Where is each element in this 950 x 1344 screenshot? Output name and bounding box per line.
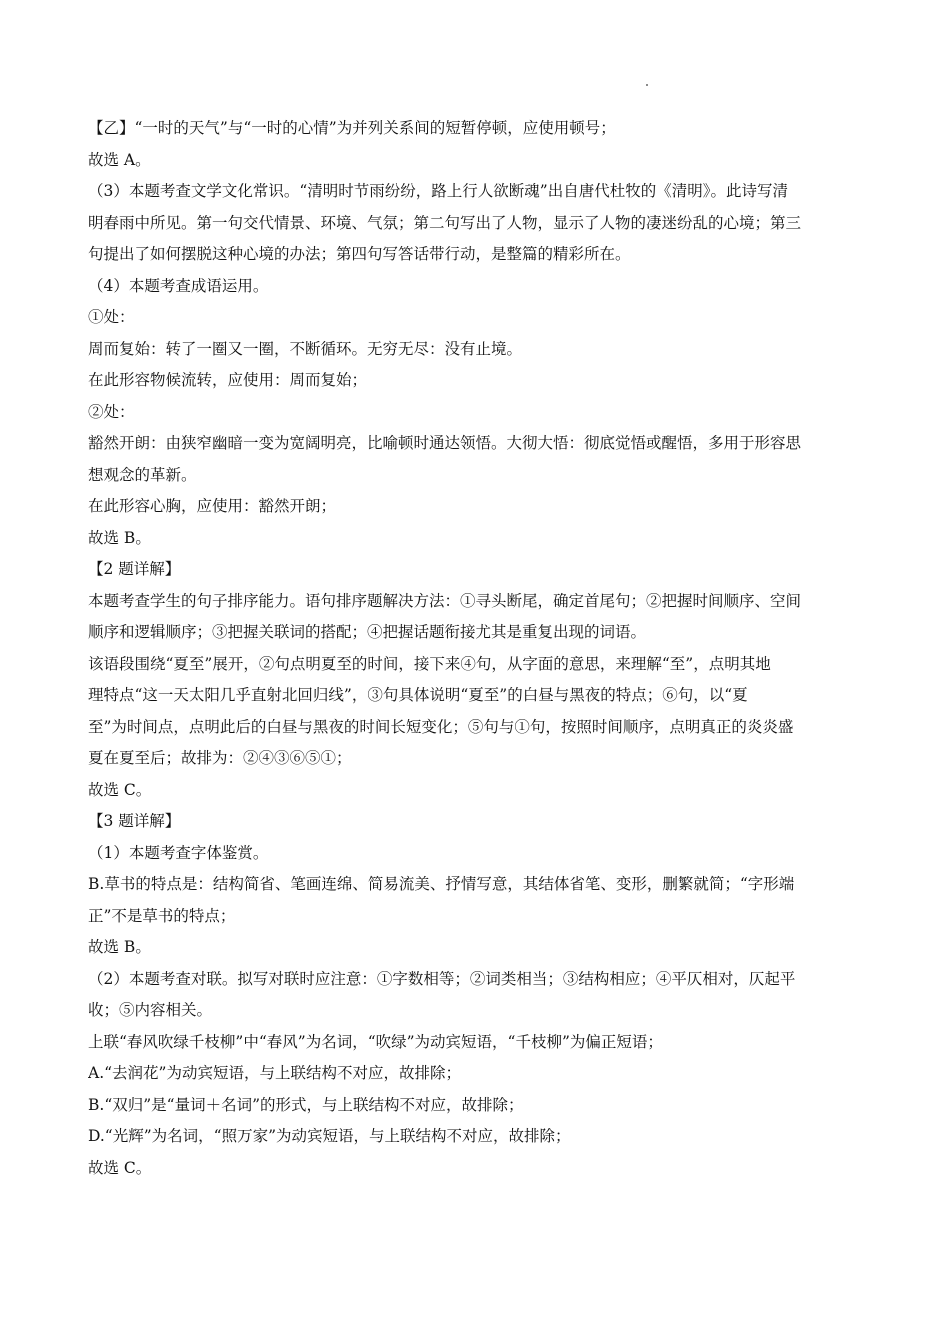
text-line: 故选 C。 (88, 780, 152, 799)
text-line: ①处： (88, 308, 135, 326)
text-line: 想观念的革新。 (88, 465, 197, 484)
text-line: 夏在夏至后；故排为：②④③⑥⑤①； (88, 749, 352, 767)
text-line: B.“双归”是“量词＋名词”的形式，与上联结构不对应，故排除； (88, 1095, 524, 1114)
text-line: 周而复始：转了一圈又一圈，不断循环。无穷无尽：没有止境。 (88, 339, 523, 358)
text-line: （1）本题考查字体鉴赏。 (88, 843, 269, 862)
text-line: 故选 B。 (88, 938, 151, 956)
text-line: 本题考查学生的句子排序能力。语句排序题解决方法：①寻头断尾，确定首尾句；②把握时间顺序、空间 (88, 591, 802, 610)
text-line: B.草书的特点是：结构简省、笔画连绵、简易流美、抒情写意，其结体省笔、变形，删繁就简；“字形端 (88, 875, 795, 893)
text-line: 理特点“这一天太阳几乎直射北回归线”，③句具体说明“夏至”的白昼与黑夜的特点；⑥句，以“夏 (88, 686, 748, 704)
text-line: （3）本题考查文学文化常识。“清明时节雨纷纷，路上行人欲断魂”出自唐代杜牧的《清明》。此诗写清 (88, 182, 788, 200)
text-line: 在此形容物候流转，应使用：周而复始； (88, 371, 368, 389)
text-line: 该语段围绕“夏至”展开，②句点明夏至的时间，接下来④句，从字面的意思，来理解“至”，点明其地 (88, 654, 771, 673)
text-line: 至”为时间点，点明此后的白昼与黑夜的时间长短变化；⑤句与①句，按照时间顺序，点明真正的炎炎盛 (88, 717, 794, 736)
text-line: D.“光辉”为名词，“照万家”为动宾短语，与上联结构不对应，故排除； (88, 1127, 571, 1145)
text-line: 正”不是草书的特点； (88, 906, 236, 925)
text-line: 故选 A。 (88, 150, 151, 169)
text-line: 收；⑤内容相关。 (88, 1001, 213, 1019)
page-dot (646, 84, 648, 86)
text-line: （2）本题考查对联。拟写对联时应注意：①字数相等；②词类相当；③结构相应；④平仄相对，仄起平 (88, 969, 796, 988)
text-line: 上联“春风吹绿千枝柳”中“春风”为名词，“吹绿”为动宾短语，“千枝柳”为偏正短语； (88, 1032, 663, 1051)
text-line: 在此形容心胸，应使用：豁然开朗； (88, 497, 337, 515)
text-line: 故选 C。 (88, 1158, 152, 1177)
text-line: 【乙】“一时的天气”与“一时的心情”为并列关系间的短暂停顿，应使用顿号； (88, 119, 616, 137)
document-body (88, 113, 868, 1184)
text-line: （4）本题考查成语运用。 (88, 276, 269, 295)
text-line: ②处： (88, 402, 135, 421)
text-line: 豁然开朗：由狭窄幽暗一变为宽阔明亮，比喻顿时通达领悟。大彻大悟：彻底觉悟或醒悟，多用于形容思 (88, 434, 802, 452)
text-line: 句提出了如何摆脱这种心境的办法；第四句写答话带行动，是整篇的精彩所在。 (88, 245, 631, 263)
text-line: A.“去润花”为动宾短语，与上联结构不对应，故排除； (88, 1064, 461, 1082)
section-heading: 【3 题详解】 (88, 812, 181, 830)
section-heading: 【2 题详解】 (88, 560, 181, 578)
text-line: 明春雨中所见。第一句交代情景、环境、气氛；第二句写出了人物，显示了人物的凄迷纷乱的心境；第三 (88, 213, 802, 232)
text-line: 故选 B。 (88, 528, 151, 547)
text-line: 顺序和逻辑顺序；③把握关联词的搭配；④把握话题衔接尤其是重复出现的词语。 (88, 623, 647, 641)
